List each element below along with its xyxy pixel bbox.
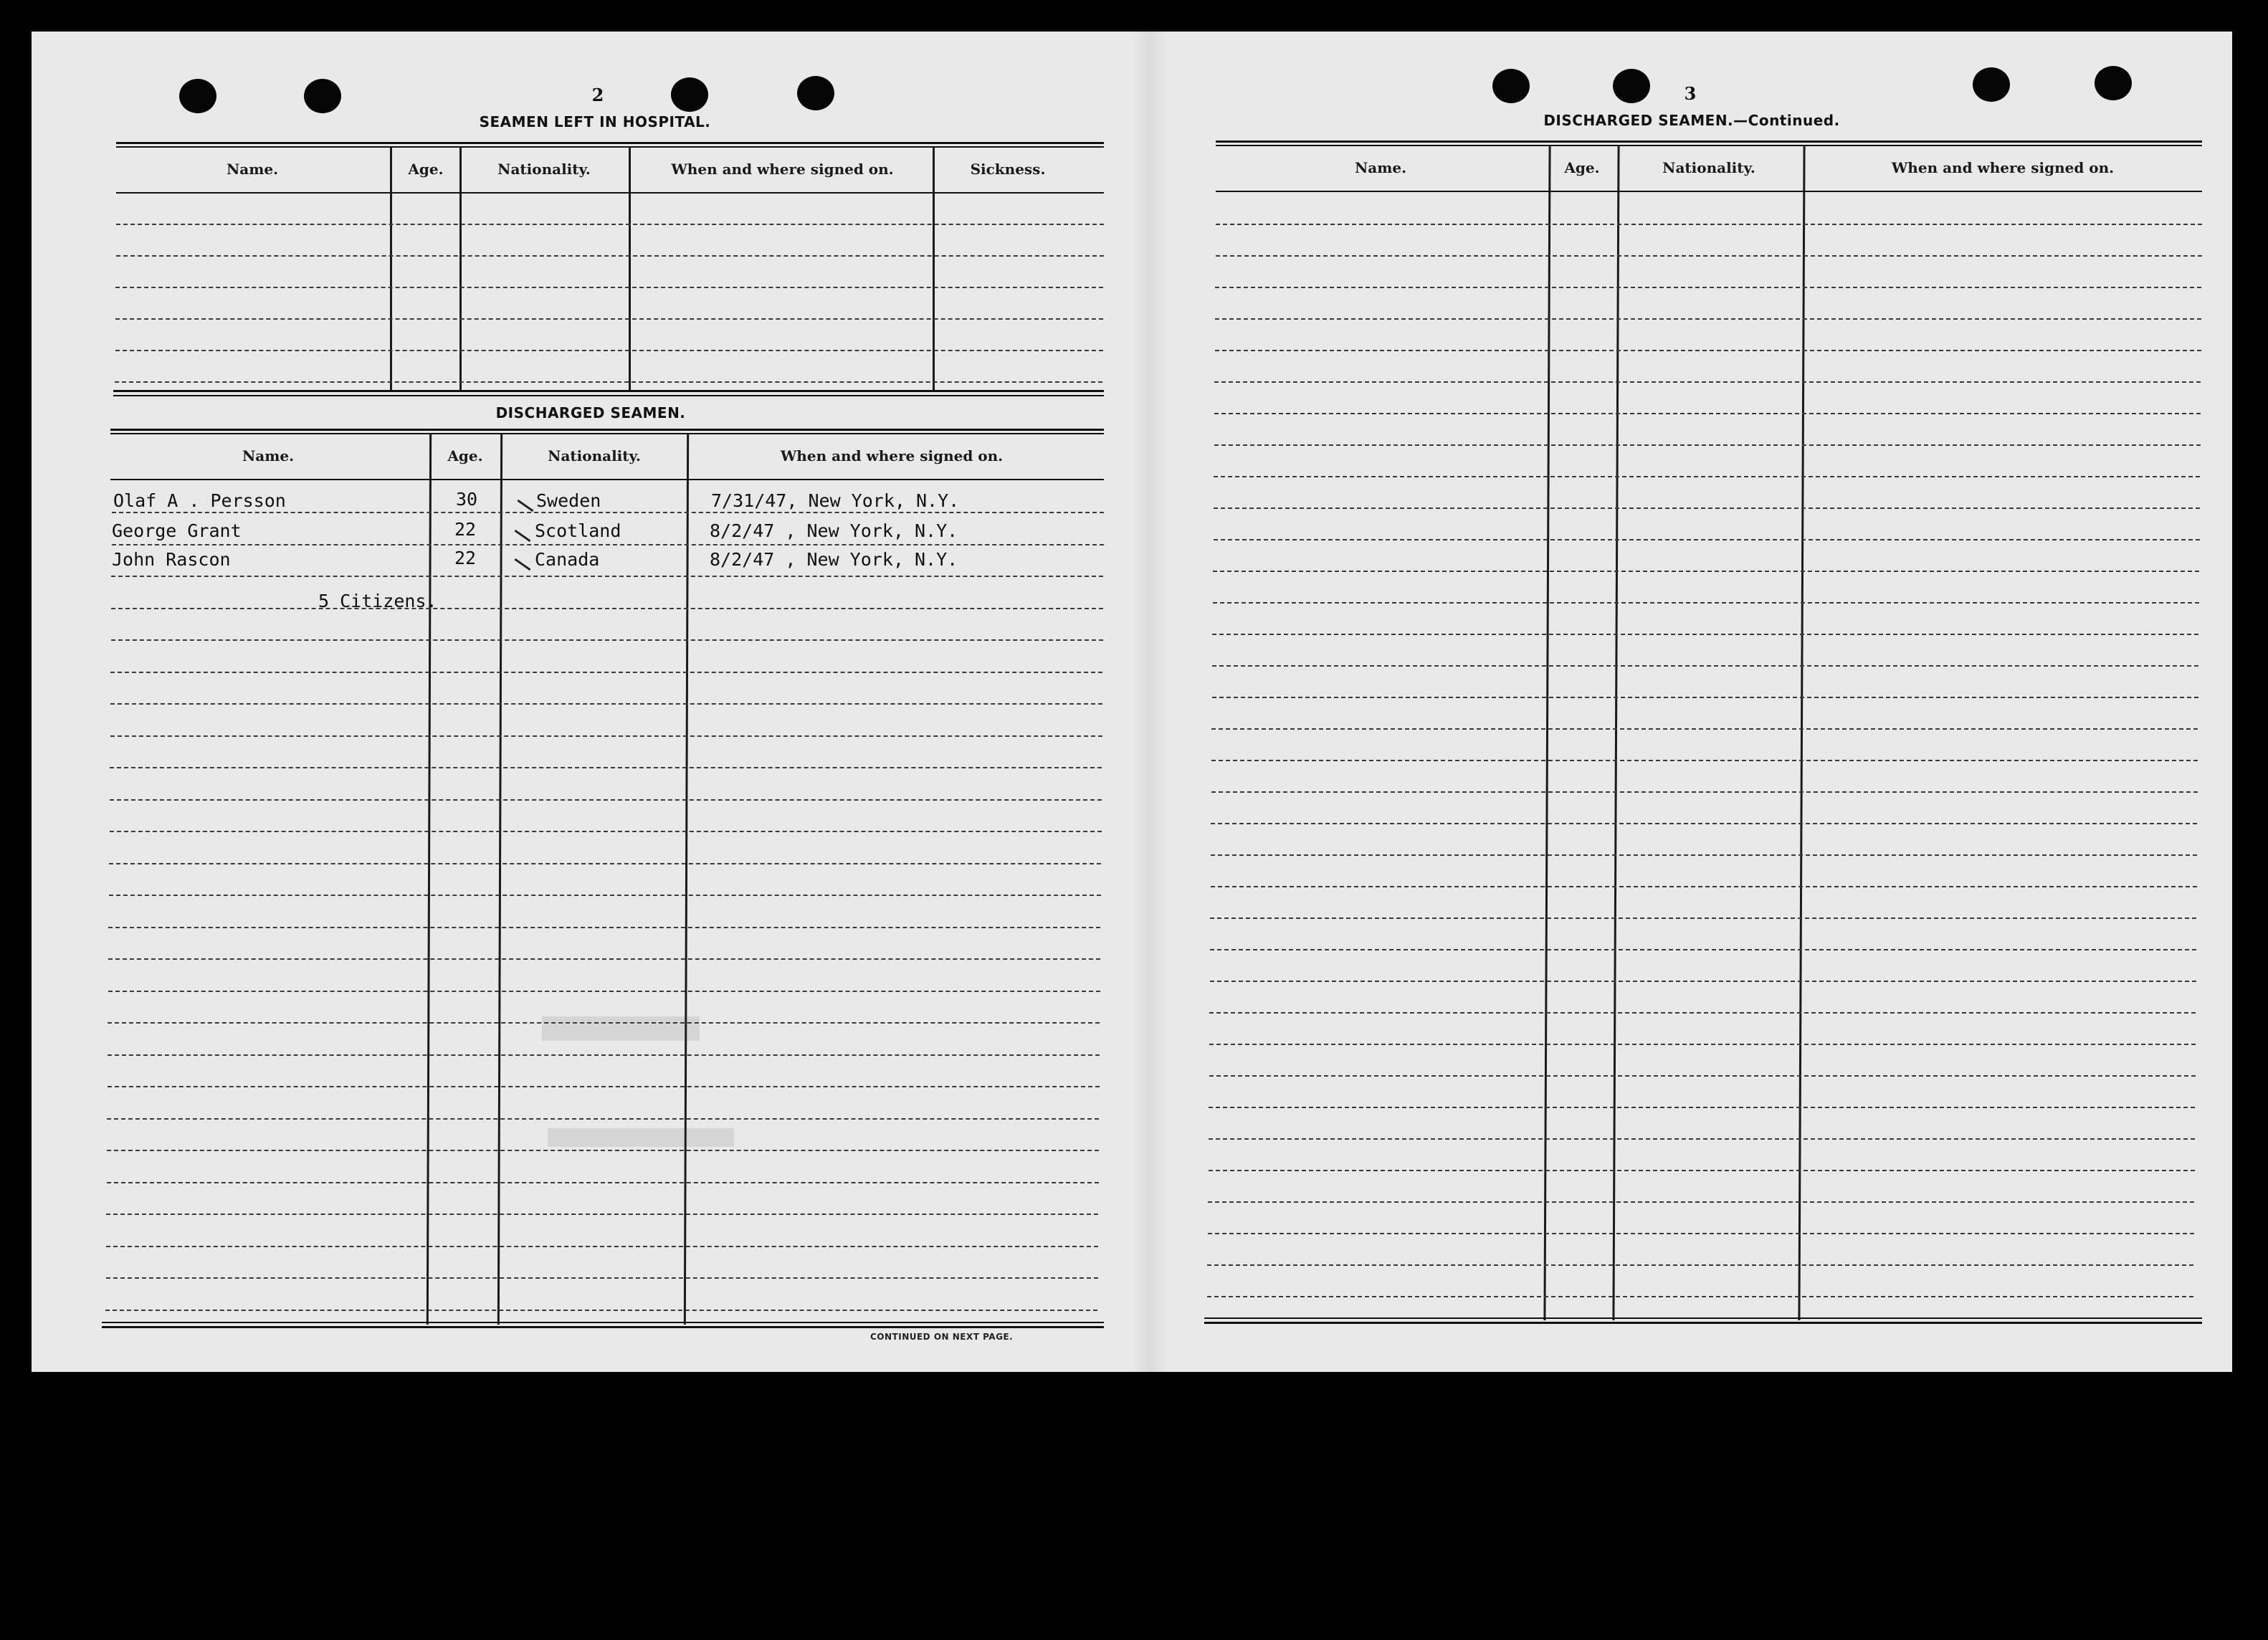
col-header-nationality: Nationality. [1662, 159, 1755, 176]
ruled-line [1214, 507, 2200, 509]
page-number-right: 3 [1684, 83, 1697, 104]
ruled-line [110, 672, 1102, 673]
ruled-line [1212, 634, 2198, 635]
seaman-nationality: Sweden [536, 490, 601, 511]
col-header-name: Name. [242, 447, 295, 464]
punch-hole [1492, 69, 1530, 103]
seaman-signed-on: 8/2/47 , New York, N.Y. [710, 549, 958, 570]
ruled-line [1211, 791, 2198, 793]
ruled-line [1208, 1233, 2194, 1234]
rule [1204, 1317, 2202, 1319]
col-divider [427, 434, 432, 1325]
seaman-signed-on: 7/31/47, New York, N.Y. [711, 490, 960, 511]
ruled-line [110, 831, 1102, 832]
punch-hole [179, 79, 216, 113]
ruled-line [1214, 381, 2201, 383]
punch-hole [1973, 67, 2010, 102]
ledger-sheet [32, 32, 2232, 1372]
ruled-line [1210, 917, 2196, 919]
col-divider [933, 148, 935, 391]
col-divider [629, 148, 631, 391]
ruled-line [1216, 255, 2202, 257]
seaman-nationality: Scotland [535, 520, 621, 541]
ruled-line [109, 895, 1101, 896]
col-header-signed-on: When and where signed on. [671, 161, 894, 178]
rule [102, 1326, 1104, 1328]
col-divider [684, 434, 689, 1325]
rule [113, 395, 1104, 396]
ruled-line [111, 639, 1103, 641]
ruled-line [112, 544, 1104, 545]
bleed-through-stamp [548, 1128, 734, 1147]
col-header-sickness: Sickness. [970, 161, 1046, 178]
ruled-line [116, 224, 1104, 225]
col-divider [390, 148, 392, 391]
ruled-line [116, 255, 1104, 257]
col-header-age: Age. [447, 447, 483, 464]
seaman-age: 22 [454, 519, 477, 540]
ruled-line [107, 1182, 1099, 1183]
check-mark [514, 558, 530, 571]
rule [1216, 140, 2202, 143]
rule [102, 1322, 1104, 1323]
hospital-section-title: SEAMEN LEFT IN HOSPITAL. [479, 113, 711, 130]
rule [110, 429, 1104, 431]
col-header-name: Name. [226, 161, 279, 178]
ruled-line [110, 735, 1102, 737]
continued-footer: CONTINUED ON NEXT PAGE. [870, 1332, 1014, 1342]
ruled-line [1210, 949, 2196, 950]
ruled-line [110, 767, 1102, 768]
ruled-line [109, 863, 1101, 864]
rule [110, 479, 1104, 480]
ruled-line [1214, 413, 2201, 414]
col-header-age: Age. [1564, 159, 1600, 176]
col-header-nationality: Nationality. [497, 161, 591, 178]
ruled-line [108, 1086, 1100, 1087]
ruled-line [115, 350, 1103, 351]
ruled-line [115, 381, 1102, 383]
ruled-line [108, 927, 1100, 928]
ruled-line [1214, 539, 2200, 540]
ruled-line [1212, 665, 2198, 667]
ruled-line [108, 958, 1100, 960]
check-mark [517, 500, 533, 512]
ruled-line [1215, 318, 2201, 320]
col-divider [459, 148, 462, 391]
seaman-name: George Grant [112, 520, 242, 541]
rule [113, 390, 1104, 392]
rule [1216, 145, 2202, 146]
ruled-line [110, 799, 1102, 801]
ruled-line [1213, 602, 2199, 604]
punch-hole [304, 79, 341, 113]
ruled-line [107, 1150, 1099, 1151]
ruled-line [1208, 1201, 2194, 1203]
ruled-line [106, 1214, 1098, 1215]
ruled-line [1209, 1012, 2196, 1014]
seaman-name: John Rascon [112, 549, 231, 570]
ruled-line [1212, 697, 2198, 698]
ruled-line [111, 608, 1103, 609]
discharged-section-title: DISCHARGED SEAMEN. [495, 404, 686, 421]
page-number-left: 2 [591, 85, 604, 105]
ruled-line [1211, 886, 2197, 887]
discharged-continued-title: DISCHARGED SEAMEN.—Continued. [1543, 112, 1840, 129]
seaman-age: 30 [456, 489, 478, 510]
seaman-signed-on: 8/2/47 , New York, N.Y. [710, 520, 958, 541]
ruled-line [1215, 350, 2201, 351]
ruled-line [106, 1246, 1098, 1247]
ruled-line [105, 1310, 1097, 1311]
ruled-line [1207, 1296, 2193, 1297]
seaman-age: 22 [454, 548, 477, 568]
ruled-line [108, 1054, 1100, 1056]
ruled-line [1210, 981, 2196, 982]
col-divider [497, 434, 502, 1325]
punch-hole [2095, 66, 2132, 100]
bleed-through-stamp [542, 1016, 700, 1041]
page-gutter [1132, 32, 1168, 1372]
ruled-line [1214, 476, 2200, 477]
ruled-line [108, 991, 1100, 992]
check-mark [514, 530, 530, 542]
ruled-line [1209, 1075, 2196, 1077]
col-header-signed-on: When and where signed on. [1891, 159, 2115, 176]
ruled-line [111, 576, 1103, 577]
ruled-line [110, 703, 1102, 705]
rule [1204, 1322, 2202, 1324]
rule [116, 146, 1104, 148]
ruled-line [115, 318, 1103, 320]
ruled-line [1207, 1264, 2193, 1266]
ruled-line [1209, 1044, 2196, 1045]
ruled-line [115, 287, 1103, 288]
ruled-line [1211, 728, 2198, 730]
rule [116, 192, 1104, 194]
ruled-line [1211, 823, 2197, 824]
seaman-name: Olaf A . Persson [113, 490, 286, 511]
ruled-line [1209, 1138, 2195, 1140]
rule [110, 433, 1104, 434]
ruled-line [1211, 854, 2197, 856]
col-divider [1798, 146, 1805, 1320]
col-header-signed-on: When and where signed on. [780, 447, 1004, 464]
col-divider [1612, 146, 1619, 1320]
ruled-line [1213, 571, 2199, 572]
ruled-line [1211, 760, 2198, 761]
ruled-line [1216, 224, 2202, 225]
ruled-line [1214, 444, 2201, 446]
punch-hole [797, 76, 834, 110]
col-divider [1543, 146, 1550, 1320]
punch-hole [1613, 69, 1650, 103]
ruled-line [112, 512, 1104, 513]
col-header-age: Age. [408, 161, 444, 178]
ruled-line [107, 1118, 1099, 1120]
col-header-name: Name. [1354, 159, 1407, 176]
seaman-nationality: Canada [535, 549, 600, 570]
rule [1216, 191, 2202, 192]
ruled-line [1209, 1107, 2195, 1108]
rule [116, 142, 1104, 144]
col-header-nationality: Nationality. [548, 447, 641, 464]
citizens-note: 5 Citizens. [318, 591, 437, 611]
ruled-line [1215, 287, 2201, 288]
punch-hole [671, 77, 708, 112]
ruled-line [1209, 1170, 2195, 1171]
ruled-line [106, 1277, 1098, 1279]
